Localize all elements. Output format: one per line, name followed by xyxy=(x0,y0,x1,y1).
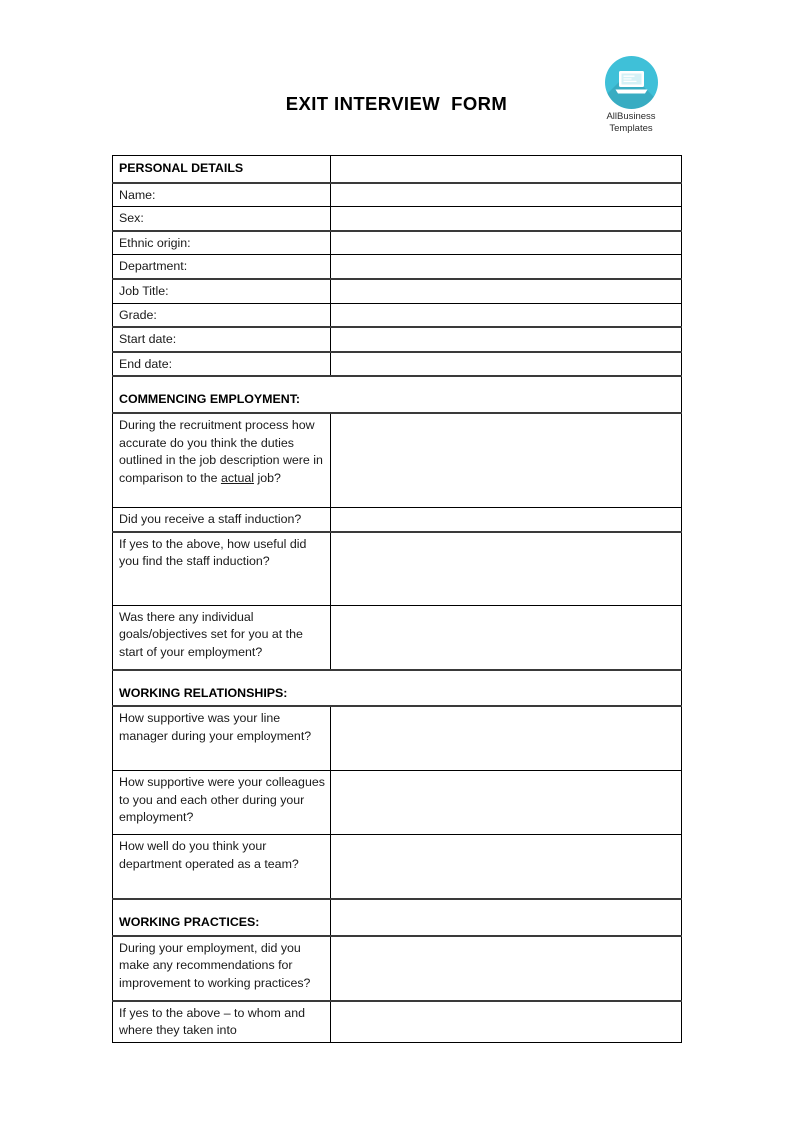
table-row xyxy=(113,303,682,327)
answer-field[interactable] xyxy=(331,532,682,606)
answer-field[interactable] xyxy=(331,706,682,771)
table-row xyxy=(113,327,682,352)
answer-field[interactable] xyxy=(331,1001,682,1043)
table-row xyxy=(113,207,682,231)
brand-line-1: AllBusiness xyxy=(606,111,656,122)
answer-field[interactable] xyxy=(331,279,682,303)
question-label: How supportive was your line manager during your employment? xyxy=(113,706,331,771)
answer-field[interactable] xyxy=(331,413,682,508)
answer-field[interactable] xyxy=(331,507,682,531)
answer-field[interactable] xyxy=(331,771,682,835)
table-row xyxy=(113,279,682,303)
underlined-word: actual xyxy=(220,470,255,485)
question-label: Start date: xyxy=(113,327,331,352)
question-label: Name: xyxy=(113,183,331,207)
table-row xyxy=(113,231,682,255)
question-label: Ethnic origin: xyxy=(113,231,331,255)
section-header-row-working-practices xyxy=(113,899,682,936)
question-label: How well do you think your department operated as a team? xyxy=(113,835,331,900)
question-label: Was there any individual goals/objectives set for you at the start of your employment? xyxy=(113,605,331,670)
section-header-row-personal-details xyxy=(113,156,682,183)
question-label: How supportive were your colleagues to you and each other during your employment? xyxy=(113,771,331,835)
exit-interview-form-table xyxy=(112,155,682,1043)
answer-field[interactable] xyxy=(331,207,682,231)
brand-line-2: Templates xyxy=(609,122,653,134)
question-label: If yes to the above, how useful did you find the staff induction? xyxy=(113,532,331,606)
section-title-commencing-employment xyxy=(113,376,682,413)
section-title-text: WORKING PRACTICES: xyxy=(119,915,260,930)
answer-field[interactable] xyxy=(331,183,682,207)
table-row xyxy=(113,771,682,835)
table-row xyxy=(113,835,682,900)
table-row xyxy=(113,413,682,508)
question-label: End date: xyxy=(113,352,331,377)
laptop-glyph xyxy=(614,68,649,98)
question-label: Department: xyxy=(113,255,331,279)
table-row xyxy=(113,183,682,207)
answer-field[interactable] xyxy=(331,303,682,327)
section-title-text: WORKING RELATIONSHIPS: xyxy=(119,685,288,700)
question-label: Sex: xyxy=(113,207,331,231)
table-row xyxy=(113,352,682,377)
section-title-text: PERSONAL DETAILS xyxy=(119,161,244,175)
laptop-icon xyxy=(605,56,658,109)
section-header-row-working-relationships xyxy=(113,670,682,707)
page-title: EXIT INTERVIEW FORM xyxy=(285,93,508,114)
answer-field[interactable] xyxy=(331,255,682,279)
question-label: Grade: xyxy=(113,303,331,327)
table-row xyxy=(113,936,682,1001)
section-header-answer-working-practices[interactable] xyxy=(331,899,682,936)
answer-field[interactable] xyxy=(331,605,682,670)
question-label: Did you receive a staff induction? xyxy=(113,507,331,531)
question-label: During the recruitment process how accurate do you think the duties outlined in the job description were in comparison to the actual job? xyxy=(113,413,331,508)
section-title-working-relationships xyxy=(113,670,682,707)
question-label: If yes to the above – to whom and where they taken into xyxy=(113,1001,331,1043)
answer-field[interactable] xyxy=(331,231,682,255)
section-title-working-practices xyxy=(113,899,331,936)
table-row xyxy=(113,507,682,531)
answer-field[interactable] xyxy=(331,327,682,352)
section-header-row-commencing-employment xyxy=(113,376,682,413)
section-title-personal-details xyxy=(113,156,331,183)
section-title-text: COMMENCING EMPLOYMENT: xyxy=(119,392,301,407)
table-row xyxy=(113,706,682,771)
question-label: Job Title: xyxy=(113,279,331,303)
brand-name xyxy=(594,111,668,134)
answer-field[interactable] xyxy=(331,352,682,377)
page-header xyxy=(0,0,793,155)
section-header-answer-personal-details[interactable] xyxy=(331,156,682,183)
table-row xyxy=(113,605,682,670)
table-row xyxy=(113,532,682,606)
answer-field[interactable] xyxy=(331,835,682,900)
table-row xyxy=(113,1001,682,1043)
table-row xyxy=(113,255,682,279)
brand-logo xyxy=(594,56,668,134)
question-label: During your employment, did you make any recommendations for improvement to working practices? xyxy=(113,936,331,1001)
answer-field[interactable] xyxy=(331,936,682,1001)
